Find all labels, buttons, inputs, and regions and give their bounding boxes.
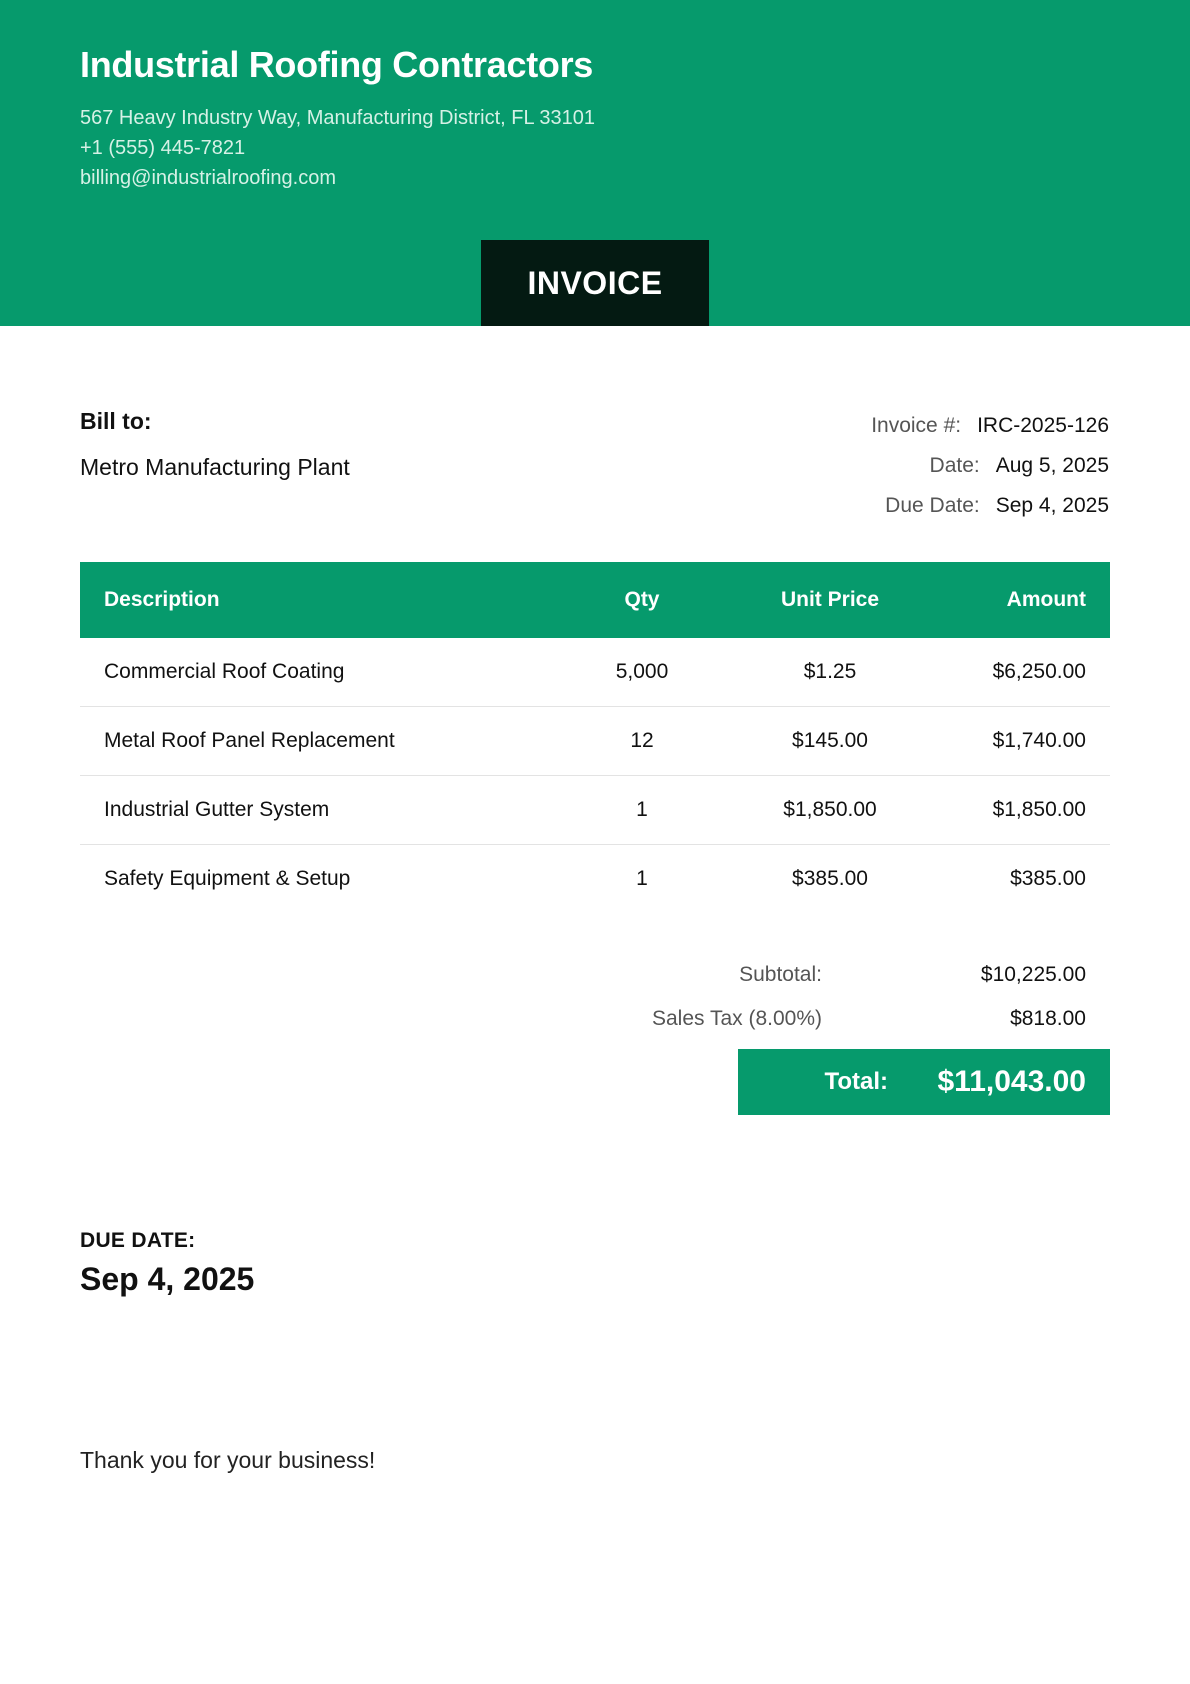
cell-unit-price: $145.00 <box>716 707 944 776</box>
cell-qty: 12 <box>568 707 716 776</box>
line-items-table <box>80 562 1110 913</box>
cell-amount: $1,850.00 <box>944 776 1110 845</box>
subtotal-value: $10,225.00 <box>980 963 1086 986</box>
subtotal-label: Subtotal: <box>739 963 822 986</box>
document-title: INVOICE <box>481 240 709 326</box>
header-unit-price: Unit Price <box>716 562 944 638</box>
subtotal-row <box>590 953 1110 997</box>
due-date-heading: DUE DATE: <box>80 1229 196 1252</box>
total-label: Total: <box>824 1068 888 1095</box>
cell-description: Commercial Roof Coating <box>80 638 568 707</box>
invoice-header <box>0 0 1190 326</box>
tax-value: $818.00 <box>1010 1007 1086 1030</box>
cell-amount: $1,740.00 <box>944 707 1110 776</box>
total-value: $11,043.00 <box>937 1065 1086 1098</box>
cell-unit-price: $385.00 <box>792 867 868 890</box>
invoice-meta <box>689 406 1109 526</box>
table-header-row <box>80 562 1110 638</box>
company-email: billing@industrialroofing.com <box>80 167 336 189</box>
bill-to-name: Metro Manufacturing Plant <box>80 454 350 480</box>
table-row <box>80 776 1110 845</box>
total-box <box>738 1049 1110 1115</box>
header-description: Description <box>80 562 568 638</box>
cell-amount: $6,250.00 <box>944 638 1110 707</box>
cell-qty: 1 <box>636 867 648 890</box>
table-row <box>80 845 1110 914</box>
invoice-date-label: Date: <box>929 454 980 477</box>
company-name: Industrial Roofing Contractors <box>80 44 594 85</box>
due-date-value: Sep 4, 2025 <box>995 494 1109 517</box>
due-date-label: Due Date: <box>885 494 980 517</box>
table-row <box>80 707 1110 776</box>
table-row <box>80 638 1110 707</box>
cell-description: Industrial Gutter System <box>80 776 568 845</box>
invoice-date-row <box>689 446 1109 486</box>
bill-to-label: Bill to: <box>80 408 152 434</box>
tax-label: Sales Tax (8.00%) <box>651 1007 822 1030</box>
cell-unit-price: $1.25 <box>716 638 944 707</box>
cell-qty: 1 <box>568 776 716 845</box>
due-date-row <box>689 486 1109 526</box>
thank-you-note: Thank you for your business! <box>80 1447 376 1473</box>
cell-qty: 5,000 <box>568 638 716 707</box>
cell-amount: $385.00 <box>1010 867 1086 890</box>
company-address: 567 Heavy Industry Way, Manufacturing District, FL 33101 <box>80 107 596 129</box>
cell-description: Safety Equipment & Setup <box>104 867 351 890</box>
invoice-number-row <box>689 406 1109 446</box>
totals-section <box>590 953 1110 1041</box>
company-phone: +1 (555) 445-7821 <box>80 137 246 159</box>
due-date-highlight: Sep 4, 2025 <box>80 1261 255 1297</box>
invoice-number-label: Invoice #: <box>871 414 962 437</box>
cell-unit-price: $1,850.00 <box>716 776 944 845</box>
invoice-number-value: IRC-2025-126 <box>977 414 1109 437</box>
tax-row <box>590 997 1110 1041</box>
header-qty: Qty <box>568 562 716 638</box>
invoice-date-value: Aug 5, 2025 <box>995 454 1109 477</box>
header-amount: Amount <box>944 562 1110 638</box>
cell-description: Metal Roof Panel Replacement <box>80 707 568 776</box>
